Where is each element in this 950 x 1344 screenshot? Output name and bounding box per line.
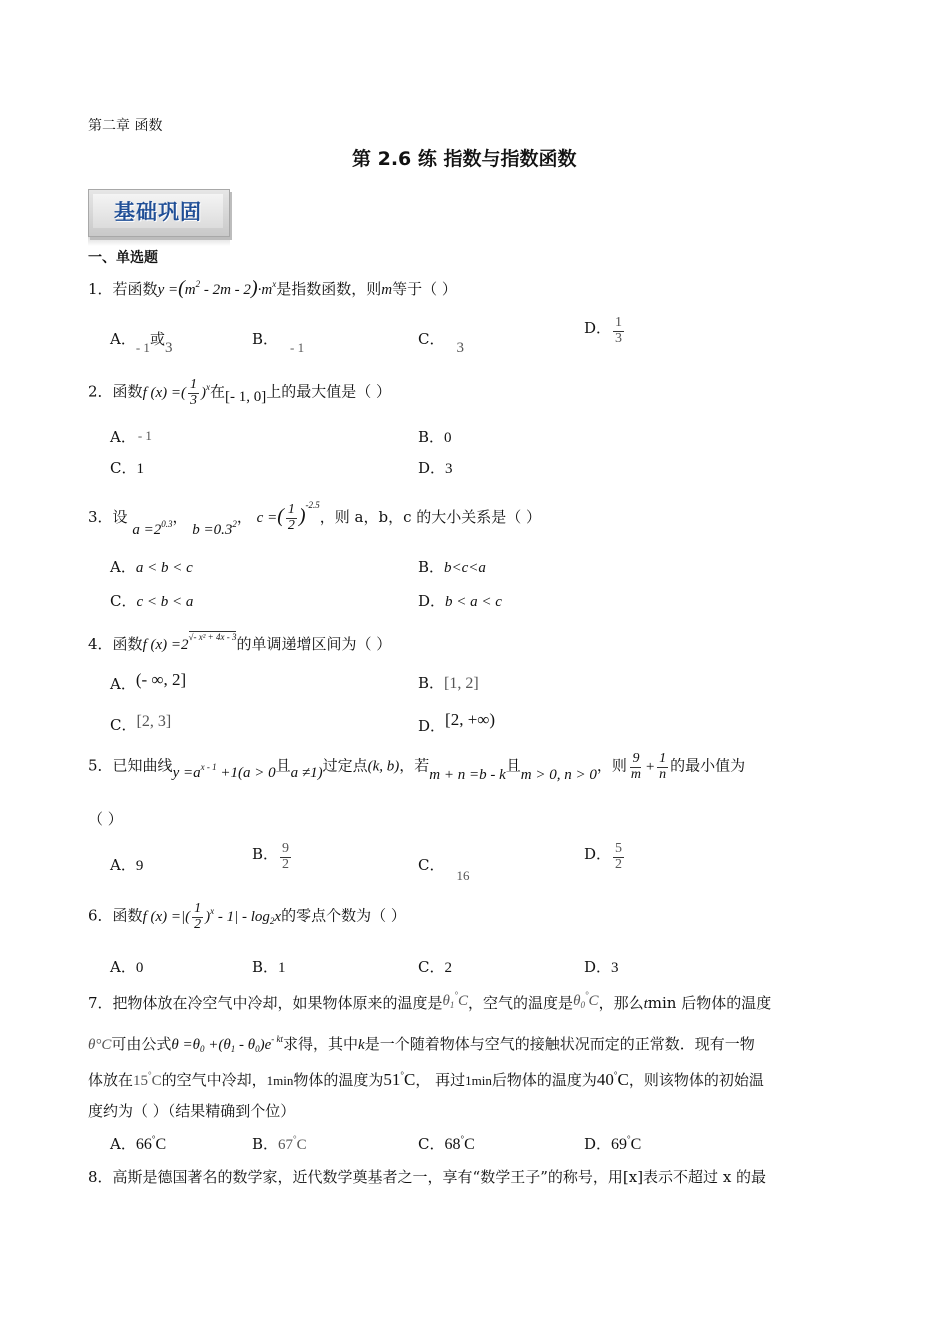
q7-line-2: θ°C可由公式$\theta =\theta_0 +(\theta_1 - \theta_0)e^{- kt}$求得，其中k是一个随着物体与空气的接触状况而定的正常数．现有一物	[88, 1034, 755, 1054]
q5-option-c[interactable]: C．16	[418, 856, 470, 883]
question-6: 6．函数f (x) =|( $\frac{1}{2}$ )$^x - 1| - \log_2x$的零点个数为（ ）	[88, 901, 406, 932]
q1-var: m	[381, 282, 393, 298]
q7-option-c[interactable]: C．68°C	[418, 1134, 475, 1153]
question-8: 8．高斯是德国著名的数学家，近代数学奠基者之一，享有“数学王子”的称号，用[x]表示不超过 x 的最	[88, 1168, 767, 1186]
chapter-label: 第二章 函数	[88, 118, 163, 134]
q3-option-a[interactable]: A．a < b < c	[110, 558, 193, 576]
q5-point: (k, b)	[367, 758, 400, 775]
question-4: 4．函数f $(x) =2^{√- x^2 + 4x - 3}$的单调递增区间为（ ）	[88, 632, 392, 653]
q2-option-a[interactable]: A． - 1	[110, 428, 152, 446]
q4-option-c[interactable]: C．[2, 3]	[110, 713, 172, 734]
q1-number: 1．	[88, 280, 113, 298]
q5-expression: $\frac{9}{m}$ + $\frac{1}{n}$	[630, 751, 667, 782]
q5-b-fraction: $\frac{9}{2}$	[282, 841, 290, 872]
q4-formula: f $(x) =2^{√- x^2 + 4x - 3}$	[142, 632, 237, 653]
q5-option-b[interactable]: B． $\frac{9}{2}$	[252, 841, 290, 872]
q7-line-1: 7．把物体放在冷空气中冷却，如果物体原来的温度是$\theta_1^\circ C$，空气的温度是$\theta_0^\circ C$，那么tmin 后物体的温度	[88, 990, 772, 1012]
q3-c-formula: c =( $\frac{1}{2}$ )$^{-2.5}$	[256, 500, 320, 534]
q4-option-d[interactable]: D．[2, +∞)	[418, 710, 496, 735]
question-5: 5．已知曲线$y =a^{x - 1} +1(a > 0$且a ≠1)过定点(k, b)，若m + n =b - k且m > 0, n > 0，则 $\frac{9}{m}$ + $\frac{1}{n}$ 的最小值为	[88, 751, 746, 783]
q5-option-a[interactable]: A．9	[110, 856, 144, 874]
banner-text: 基础巩固	[114, 199, 202, 224]
q3-option-d[interactable]: D．b < a < c	[418, 592, 502, 610]
q2-option-b[interactable]: B．0	[418, 428, 452, 446]
q7-formula: $\theta =\theta_0 +(\theta_1 - \theta_0)e^{- kt}$	[171, 1034, 284, 1054]
q7-option-d[interactable]: D．69°C	[584, 1134, 642, 1153]
q1-formula: $y =(m^2 - 2m - 2)\cdot m^x$	[157, 277, 277, 299]
q1-option-a[interactable]: A．- 1或3	[110, 330, 173, 356]
q7-option-b[interactable]: B．67°C	[252, 1134, 307, 1153]
q5-option-d[interactable]: D． $\frac{5}{2}$	[584, 841, 623, 872]
q4-option-a[interactable]: A．(- ∞, 2]	[110, 670, 187, 693]
q2-formula: f (x) =( $\frac{1}{3}$ )$^x$	[142, 377, 210, 408]
question-1	[88, 276, 457, 300]
q6-option-c[interactable]: C．2	[418, 958, 452, 976]
q1-option-c[interactable]: C． 3	[418, 330, 464, 356]
q2-option-c[interactable]: C．1	[110, 459, 144, 477]
section-heading: 一、单选题	[88, 250, 158, 266]
q6-option-b[interactable]: B．1	[252, 958, 286, 976]
q5-paren: （ ）	[88, 810, 123, 828]
q1-option-b[interactable]: B． - 1	[252, 330, 305, 355]
q3-option-c[interactable]: C．c < b < a	[110, 592, 194, 610]
question-2: 2．函数f (x) =( $\frac{1}{3}$ )$^x$在[- 1, 0]上的最大值是（ ）	[88, 377, 392, 408]
q1-post: 等于（ ）	[392, 280, 457, 298]
q1-mid: 是指数函数，则	[276, 280, 382, 298]
q7-option-a[interactable]: A．66°C	[110, 1134, 167, 1153]
q6-option-d[interactable]: D．3	[584, 958, 619, 976]
q4-option-b[interactable]: B．[1, 2]	[418, 674, 479, 692]
q6-formula: f (x) =|( $\frac{1}{2}$ )$^x - 1| - \log_2x$	[142, 901, 282, 932]
section-banner	[88, 189, 230, 237]
q2-interval: [- 1, 0]	[225, 388, 267, 405]
q3-b-formula: $b =0.3^2$	[192, 519, 237, 538]
q5-equation: m + n =b - k	[429, 766, 506, 783]
q7-line-3: 体放在15°C的空气中冷却，1min物体的温度为51°C， 再过1min后物体的温度为40°C，则该物体的初始温	[88, 1070, 764, 1089]
q5-curve: $y =a^{x - 1} +1(a > 0$	[172, 761, 276, 781]
q3-option-b[interactable]: B．b<c<a	[418, 558, 486, 576]
q1-option-d[interactable]: D． $\frac{1}{3}$	[584, 315, 623, 346]
q3-a-formula: $a =2^{0.3}$	[132, 519, 173, 538]
question-3: 3．设 $a =2^{0.3}$， $b =0.3^2$， c =( $\frac{1}{2}$ )$^{-2.5}$，则 a，b，c 的大小关系是（ ）	[88, 500, 542, 538]
q1-d-fraction: $\frac{1}{3}$	[615, 315, 623, 346]
q2-option-d[interactable]: D．3	[418, 459, 453, 477]
page-title: 第 2.6 练 指数与指数函数	[352, 148, 577, 170]
q6-option-a[interactable]: A．0	[110, 958, 144, 976]
q5-d-fraction: $\frac{5}{2}$	[615, 841, 623, 872]
q1-pre: 若函数	[112, 280, 158, 298]
q7-line-4: 度约为（ ）（结果精确到个位）	[88, 1102, 296, 1120]
banner-shadow	[88, 236, 230, 246]
